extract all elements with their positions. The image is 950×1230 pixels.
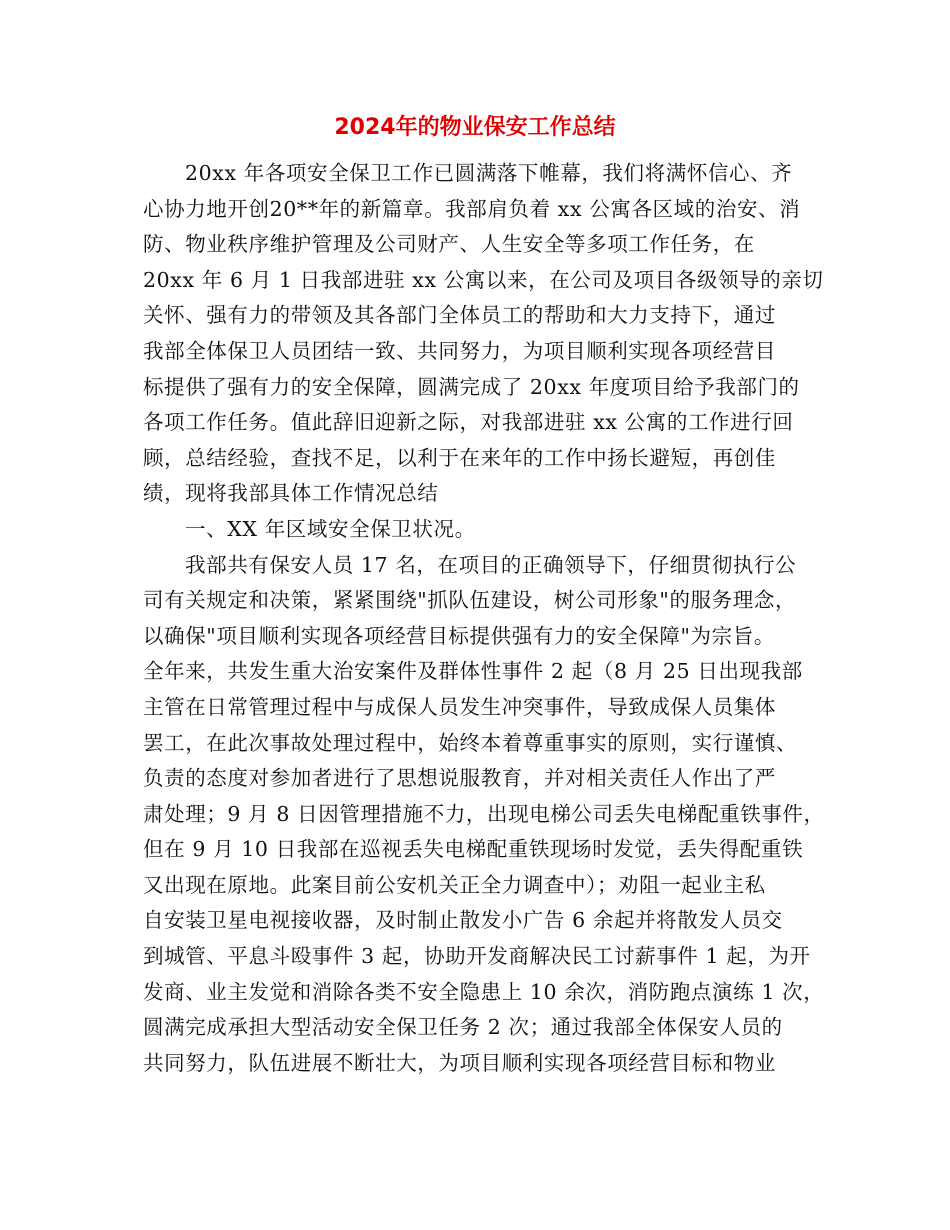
body-line: 绩，现将我部具体工作情况总结	[143, 481, 439, 506]
body-line: 负责的态度对参加者进行了思想说服教育，并对相关责任人作出了严	[143, 766, 776, 791]
body-line: 心协力地开创20**年的新篇章。我部肩负着 xx 公寓各区域的治安、消	[143, 196, 801, 221]
body-line: 到城管、平息斗殴事件 3 起，协助开发商解决民工讨薪事件 1 起，为开	[143, 944, 811, 969]
body-line: 圆满完成承担大型活动安全保卫任务 2 次；通过我部全体保安人员的	[143, 1015, 783, 1040]
body-line: 司有关规定和决策，紧紧围绕"抓队伍建设，树公司形象"的服务理念，	[143, 588, 797, 613]
body-line: 防、物业秩序维护管理及公司财产、人生安全等多项工作任务，在	[143, 232, 755, 257]
body-line: 20xx 年 6 月 1 日我部进驻 xx 公寓以来，在公司及项目各级领导的亲切	[143, 267, 824, 292]
body-line: 主管在日常管理过程中与成保人员发生冲突事件，导致成保人员集体	[143, 694, 776, 719]
body-line: 发商、业主发觉和消除各类不安全隐患上 10 余次，消防跑点演练 1 次，	[143, 979, 825, 1004]
body-line: 又出现在原地。此案目前公安机关正全力调查中）；劝阻一起业主私	[143, 872, 766, 897]
body-line: 自安装卫星电视接收器，及时制止散发小广告 6 余起并将散发人员交	[143, 908, 783, 933]
body-line: 顾，总结经验，查找不足，以利于在来年的工作中扬长避短，再创佳	[143, 445, 776, 470]
body-line: 共同努力，队伍进展不断壮大，为项目顺利实现各项经营目标和物业	[143, 1050, 776, 1075]
body-line: 全年来，共发生重大治安案件及群体性事件 2 起（8 月 25 日出现我部	[143, 659, 803, 684]
document-body	[143, 156, 833, 1081]
body-line: 我部全体保卫人员团结一致、共同努力，为项目顺利实现各项经营目	[143, 338, 776, 363]
body-line: 关怀、强有力的带领及其各部门全体员工的帮助和大力支持下，通过	[143, 303, 776, 328]
body-line: 20xx 年各项安全保卫工作已圆满落下帷幕，我们将满怀信心、齐	[185, 161, 793, 185]
body-line: 肃处理；9 月 8 日因管理措施不力，出现电梯公司丢失电梯配重铁事件，	[143, 801, 825, 826]
body-line: 罢工，在此次事故处理过程中，始终本着尊重事实的原则，实行谨慎、	[143, 730, 798, 755]
body-line: 以确保"项目顺利实现各项经营目标提供强有力的安全保障"为宗旨。	[143, 623, 775, 648]
document-title: 2024年的物业保安工作总结	[334, 115, 616, 140]
body-line: 各项工作任务。值此辞旧迎新之际，对我部进驻 xx 公寓的工作进行回	[143, 410, 794, 435]
body-line: 我部共有保安人员 17 名，在项目的正确领导下，仔细贯彻执行公	[185, 552, 797, 577]
body-line: 标提供了强有力的安全保障，圆满完成了 20xx 年度项目给予我部门的	[143, 374, 800, 399]
body-line: 但在 9 月 10 日我部在巡视丢失电梯配重铁现场时发觉，丢失得配重铁	[143, 837, 804, 862]
section-heading: 一、XX 年区域安全保卫状况。	[185, 516, 476, 541]
